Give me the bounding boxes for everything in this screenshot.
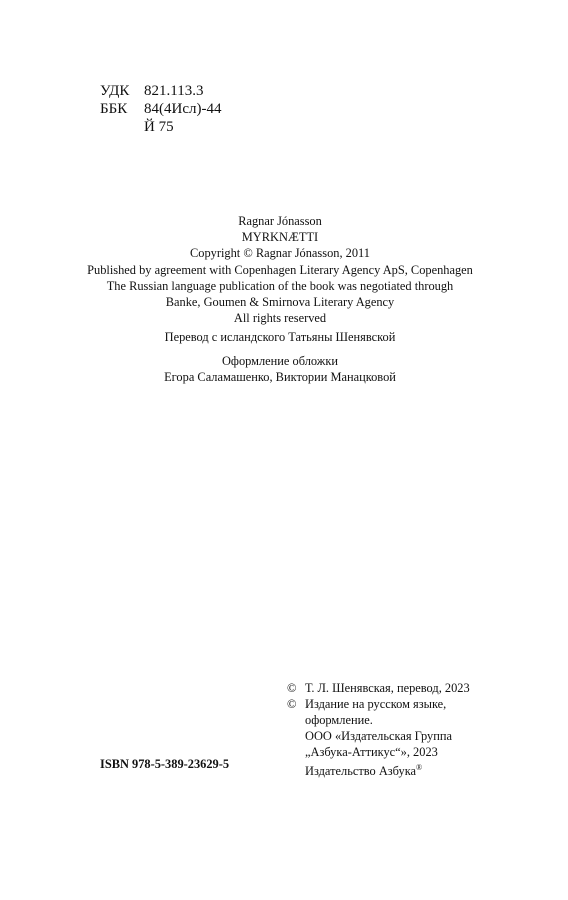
- cover-credit-block: [60, 353, 500, 385]
- publisher-imprint-name: Издательство Азбука: [305, 764, 417, 778]
- author-mark-row: [100, 118, 221, 136]
- copyright-symbol: ©: [287, 697, 297, 711]
- library-classification: [100, 82, 221, 136]
- original-edition-credits: [60, 213, 500, 326]
- isbn-number: ISBN 978-5-389-23629-5: [100, 757, 230, 771]
- translation-credit: Перевод с исландского Татьяны Шенявской: [164, 330, 396, 344]
- author-mark: Й 75: [144, 119, 174, 135]
- publisher-imprint: [287, 760, 470, 779]
- cover-credit-names: Егора Саламашенко, Виктории Манацковой: [164, 370, 396, 385]
- publisher-group-line1: ООО «Издательская Группа: [305, 729, 452, 743]
- udk-value: 821.113.3: [144, 83, 204, 99]
- publisher-group-line2: „Азбука-Аттикус“», 2023: [305, 745, 438, 759]
- edition-copyright-text: Издание на русском языке,: [305, 697, 447, 711]
- agency-name: Banke, Goumen & Smirnova Literary Agency: [165, 295, 395, 310]
- bbk-row: [100, 100, 221, 118]
- udk-label: УДК: [100, 83, 130, 99]
- copyright-symbol: ©: [287, 681, 297, 695]
- author-name: Ragnar Jónasson: [238, 214, 322, 228]
- udk-row: [100, 82, 221, 100]
- rights-reserved: All rights reserved: [233, 311, 327, 326]
- translation-credit-block: [60, 329, 500, 345]
- negotiation-note: The Russian language publication of the book was negotiated through: [106, 278, 454, 293]
- bbk-label: ББК: [100, 101, 128, 117]
- translation-copyright-text: Т. Л. Шенявская, перевод, 2023: [305, 681, 470, 695]
- copyright-block: [287, 680, 470, 779]
- original-copyright: Copyright © Ragnar Jónasson, 2011: [189, 246, 370, 261]
- translation-copyright: [287, 680, 470, 696]
- edition-copyright-design: оформление.: [305, 713, 373, 727]
- bbk-value: 84(4Исл)-44: [144, 101, 222, 117]
- registered-mark: ®: [416, 763, 423, 772]
- original-title: MYRKNÆTTI: [241, 230, 319, 245]
- edition-copyright: [287, 696, 470, 712]
- agreement-note: Published by agreement with Copenhagen Literary Agency ApS, Copenhagen: [87, 262, 473, 277]
- cover-credit-title: Оформление обложки: [221, 354, 339, 368]
